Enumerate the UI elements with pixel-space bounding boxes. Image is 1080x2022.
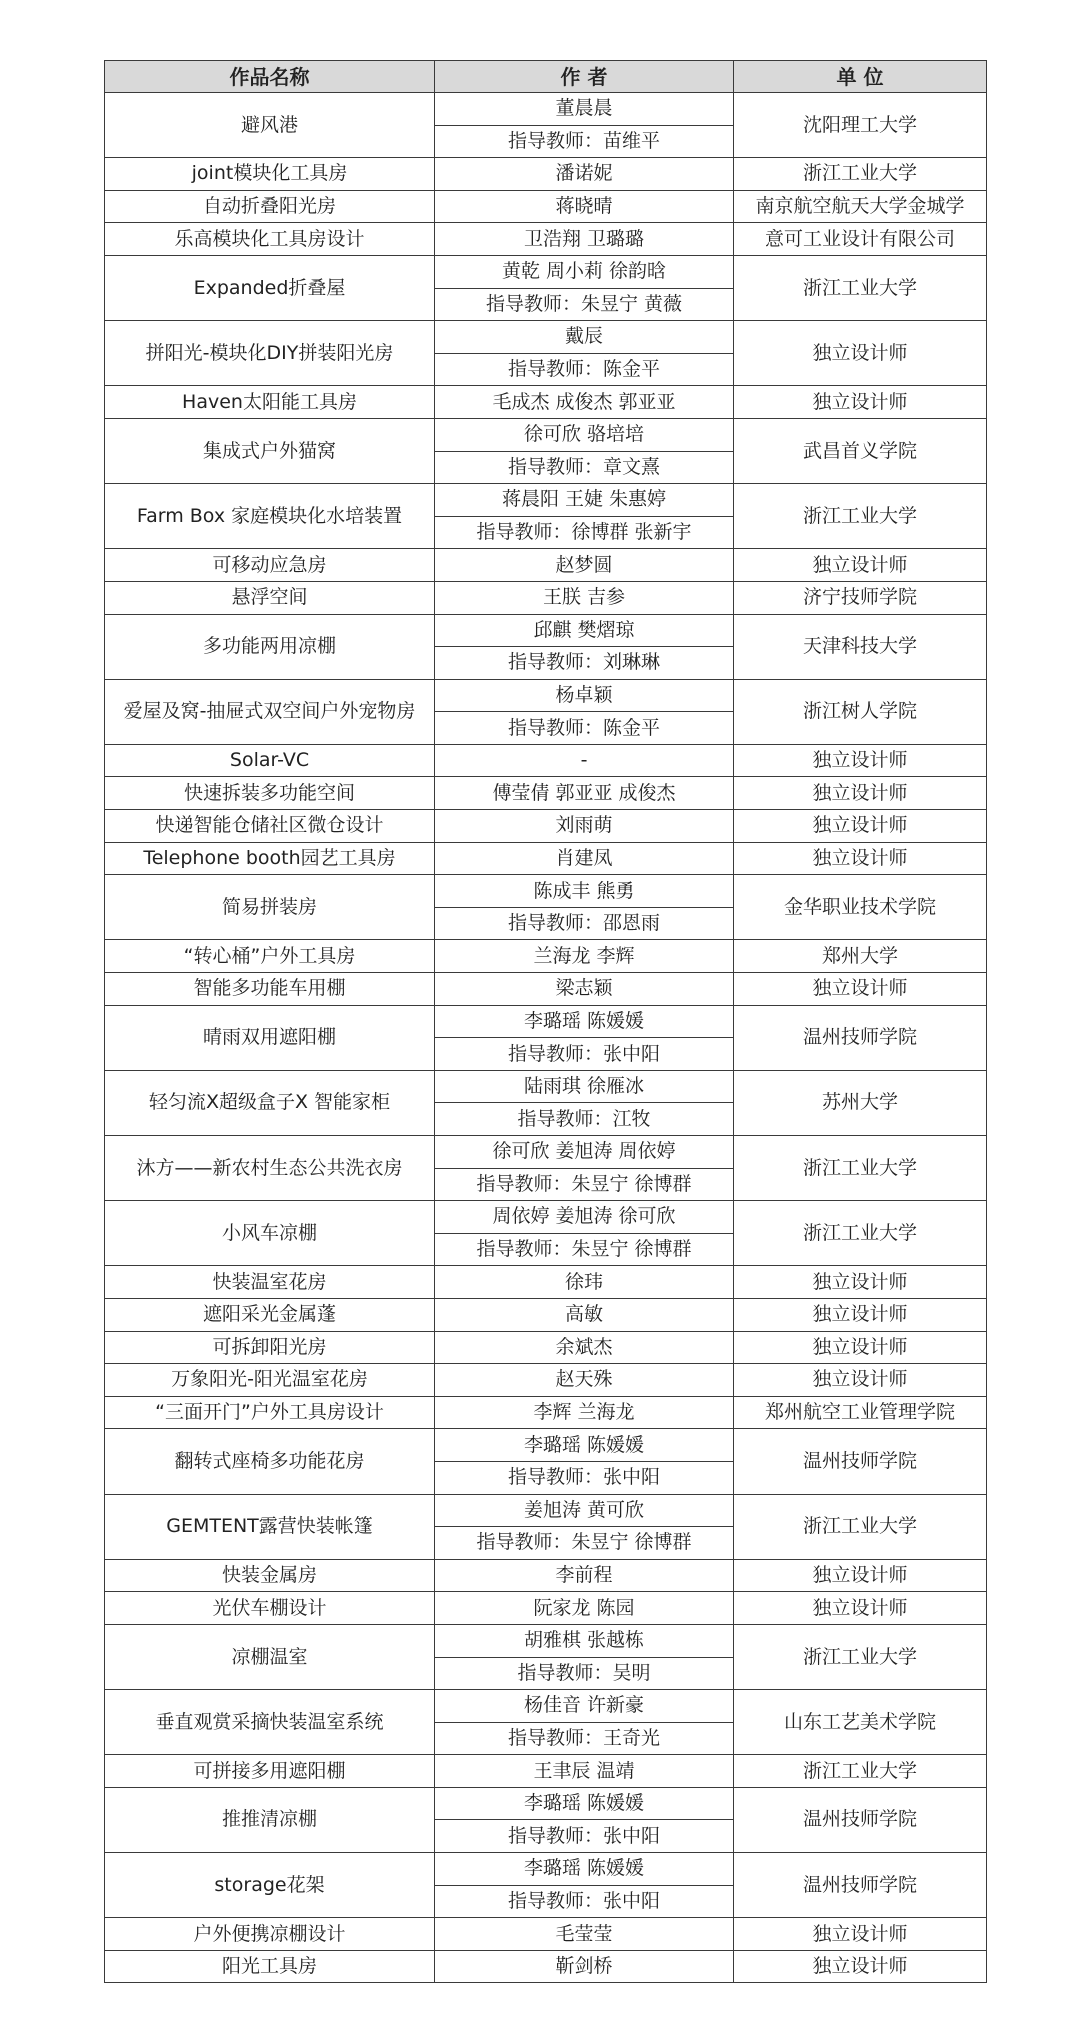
table-row <box>105 93 987 126</box>
advisor-cell: 指导教师：王奇光 <box>435 1722 734 1755</box>
work-name-cell: 拼阳光-模块化DIY拼装阳光房 <box>105 321 435 386</box>
work-name-cell: 简易拼装房 <box>105 875 435 940</box>
unit-cell: 浙江树人学院 <box>734 679 987 744</box>
table-row <box>105 1624 987 1657</box>
unit-cell: 独立设计师 <box>734 549 987 582</box>
work-name-cell: 避风港 <box>105 93 435 158</box>
advisor-cell: 指导教师：朱昱宁 黄薇 <box>435 288 734 321</box>
unit-cell: 独立设计师 <box>734 1592 987 1625</box>
author-cell: 周依婷 姜旭涛 徐可欣 <box>435 1201 734 1234</box>
unit-cell: 山东工艺美术学院 <box>734 1690 987 1755</box>
unit-cell: 独立设计师 <box>734 842 987 875</box>
author-cell: 李璐瑶 陈媛媛 <box>435 1005 734 1038</box>
advisor-cell: 指导教师：苗维平 <box>435 125 734 158</box>
header-unit: 单 位 <box>734 61 987 93</box>
work-name-cell: 快装温室花房 <box>105 1266 435 1299</box>
author-cell: 傅莹倩 郭亚亚 成俊杰 <box>435 777 734 810</box>
table-row <box>105 614 987 647</box>
table-row <box>105 1755 987 1788</box>
table-row <box>105 1201 987 1234</box>
work-name-cell: 翻转式座椅多功能花房 <box>105 1429 435 1494</box>
unit-cell: 浙江工业大学 <box>734 1201 987 1266</box>
unit-cell: 苏州大学 <box>734 1070 987 1135</box>
author-cell: 兰海龙 李辉 <box>435 940 734 973</box>
author-cell: 赵天殊 <box>435 1364 734 1397</box>
author-cell: 卫浩翔 卫璐璐 <box>435 223 734 256</box>
work-name-cell: Telephone booth园艺工具房 <box>105 842 435 875</box>
unit-cell: 独立设计师 <box>734 1331 987 1364</box>
author-cell: 余斌杰 <box>435 1331 734 1364</box>
author-cell: 潘诺妮 <box>435 158 734 191</box>
author-cell: 陈成丰 熊勇 <box>435 875 734 908</box>
unit-cell: 沈阳理工大学 <box>734 93 987 158</box>
advisor-cell: 指导教师：徐博群 张新宇 <box>435 516 734 549</box>
author-cell: 邱麒 樊熠琼 <box>435 614 734 647</box>
advisor-cell: 指导教师：张中阳 <box>435 1820 734 1853</box>
unit-cell: 温州技师学院 <box>734 1853 987 1918</box>
table-row <box>105 1005 987 1038</box>
table-row <box>105 1918 987 1951</box>
unit-cell: 意可工业设计有限公司 <box>734 223 987 256</box>
work-name-cell: 可拆卸阳光房 <box>105 1331 435 1364</box>
table-header <box>105 61 987 93</box>
advisor-cell: 指导教师：朱昱宁 徐博群 <box>435 1233 734 1266</box>
unit-cell: 济宁技师学院 <box>734 581 987 614</box>
advisor-cell: 指导教师：刘琳琳 <box>435 647 734 680</box>
table-row <box>105 190 987 223</box>
author-cell: 黄乾 周小莉 徐韵晗 <box>435 255 734 288</box>
work-name-cell: 自动折叠阳光房 <box>105 190 435 223</box>
table-body <box>105 93 987 1983</box>
work-name-cell: joint模块化工具房 <box>105 158 435 191</box>
advisor-cell: 指导教师：陈金平 <box>435 353 734 386</box>
table-row <box>105 223 987 256</box>
author-cell: 李前程 <box>435 1559 734 1592</box>
table-row <box>105 679 987 712</box>
author-cell: 蒋晨阳 王婕 朱惠婷 <box>435 484 734 517</box>
table-row <box>105 581 987 614</box>
author-cell: 靳剑桥 <box>435 1950 734 1983</box>
unit-cell: 独立设计师 <box>734 973 987 1006</box>
work-name-cell: 可拼接多用遮阳棚 <box>105 1755 435 1788</box>
unit-cell: 温州技师学院 <box>734 1429 987 1494</box>
table-row <box>105 1950 987 1983</box>
author-cell: 李璐瑶 陈媛媛 <box>435 1787 734 1820</box>
unit-cell: 郑州航空工业管理学院 <box>734 1396 987 1429</box>
unit-cell: 独立设计师 <box>734 1918 987 1951</box>
work-name-cell: 光伏车棚设计 <box>105 1592 435 1625</box>
table-row <box>105 1429 987 1462</box>
work-name-cell: 晴雨双用遮阳棚 <box>105 1005 435 1070</box>
author-cell: - <box>435 744 734 777</box>
table-row <box>105 744 987 777</box>
table-row <box>105 386 987 419</box>
unit-cell: 浙江工业大学 <box>734 255 987 320</box>
author-cell: 王聿辰 温靖 <box>435 1755 734 1788</box>
table-row <box>105 1787 987 1820</box>
advisor-cell: 指导教师：朱昱宁 徐博群 <box>435 1168 734 1201</box>
unit-cell: 独立设计师 <box>734 777 987 810</box>
author-cell: 杨佳音 许新豪 <box>435 1690 734 1723</box>
header-work-name: 作品名称 <box>105 61 435 93</box>
work-name-cell: 推推清凉棚 <box>105 1787 435 1852</box>
advisor-cell: 指导教师：吴明 <box>435 1657 734 1690</box>
author-cell: 李璐瑶 陈媛媛 <box>435 1853 734 1886</box>
author-cell: 梁志颖 <box>435 973 734 1006</box>
work-name-cell: 小风车凉棚 <box>105 1201 435 1266</box>
unit-cell: 郑州大学 <box>734 940 987 973</box>
table-row <box>105 777 987 810</box>
table-row <box>105 1690 987 1723</box>
author-cell: 胡雅棋 张越栋 <box>435 1624 734 1657</box>
table-row <box>105 1592 987 1625</box>
author-cell: 李辉 兰海龙 <box>435 1396 734 1429</box>
table-row <box>105 842 987 875</box>
work-name-cell: 轻匀流X超级盒子X 智能家柜 <box>105 1070 435 1135</box>
unit-cell: 独立设计师 <box>734 744 987 777</box>
author-cell: 戴辰 <box>435 321 734 354</box>
unit-cell: 浙江工业大学 <box>734 484 987 549</box>
work-name-cell: “转心桶”户外工具房 <box>105 940 435 973</box>
advisor-cell: 指导教师：章文熹 <box>435 451 734 484</box>
author-cell: 毛成杰 成俊杰 郭亚亚 <box>435 386 734 419</box>
work-name-cell: 乐高模块化工具房设计 <box>105 223 435 256</box>
author-cell: 肖建凤 <box>435 842 734 875</box>
unit-cell: 浙江工业大学 <box>734 1494 987 1559</box>
unit-cell: 独立设计师 <box>734 1559 987 1592</box>
unit-cell: 独立设计师 <box>734 1266 987 1299</box>
table-row <box>105 484 987 517</box>
unit-cell: 独立设计师 <box>734 1298 987 1331</box>
unit-cell: 浙江工业大学 <box>734 158 987 191</box>
table-row <box>105 810 987 843</box>
unit-cell: 独立设计师 <box>734 1364 987 1397</box>
work-name-cell: Haven太阳能工具房 <box>105 386 435 419</box>
table-row <box>105 1136 987 1169</box>
author-cell: 毛莹莹 <box>435 1918 734 1951</box>
author-cell: 赵梦圆 <box>435 549 734 582</box>
work-name-cell: Expanded折叠屋 <box>105 255 435 320</box>
author-cell: 董晨晨 <box>435 93 734 126</box>
work-name-cell: 智能多功能车用棚 <box>105 973 435 1006</box>
unit-cell: 浙江工业大学 <box>734 1624 987 1689</box>
work-name-cell: 爱屋及窝-抽屉式双空间户外宠物房 <box>105 679 435 744</box>
table-row <box>105 1559 987 1592</box>
advisor-cell: 指导教师：张中阳 <box>435 1461 734 1494</box>
work-name-cell: 遮阳采光金属蓬 <box>105 1298 435 1331</box>
work-name-cell: 沐方——新农村生态公共洗衣房 <box>105 1136 435 1201</box>
unit-cell: 独立设计师 <box>734 321 987 386</box>
author-cell: 徐玮 <box>435 1266 734 1299</box>
table-row <box>105 875 987 908</box>
author-cell: 蒋晓晴 <box>435 190 734 223</box>
advisor-cell: 指导教师：陈金平 <box>435 712 734 745</box>
table-row <box>105 321 987 354</box>
unit-cell: 温州技师学院 <box>734 1005 987 1070</box>
unit-cell: 独立设计师 <box>734 810 987 843</box>
table-row <box>105 1331 987 1364</box>
unit-cell: 浙江工业大学 <box>734 1136 987 1201</box>
table-row <box>105 1266 987 1299</box>
unit-cell: 独立设计师 <box>734 1950 987 1983</box>
author-cell: 陆雨琪 徐雁冰 <box>435 1070 734 1103</box>
work-name-cell: 户外便携凉棚设计 <box>105 1918 435 1951</box>
author-cell: 高敏 <box>435 1298 734 1331</box>
work-name-cell: 阳光工具房 <box>105 1950 435 1983</box>
work-name-cell: 万象阳光-阳光温室花房 <box>105 1364 435 1397</box>
table-row <box>105 1853 987 1886</box>
advisor-cell: 指导教师：张中阳 <box>435 1885 734 1918</box>
work-name-cell: 快递智能仓储社区微仓设计 <box>105 810 435 843</box>
author-cell: 王朕 吉参 <box>435 581 734 614</box>
work-name-cell: storage花架 <box>105 1853 435 1918</box>
work-name-cell: 可移动应急房 <box>105 549 435 582</box>
author-cell: 李璐瑶 陈媛媛 <box>435 1429 734 1462</box>
work-name-cell: “三面开门”户外工具房设计 <box>105 1396 435 1429</box>
unit-cell: 温州技师学院 <box>734 1787 987 1852</box>
work-name-cell: 集成式户外猫窝 <box>105 418 435 483</box>
work-name-cell: 快速拆装多功能空间 <box>105 777 435 810</box>
work-name-cell: 多功能两用凉棚 <box>105 614 435 679</box>
table-row <box>105 1364 987 1397</box>
unit-cell: 金华职业技术学院 <box>734 875 987 940</box>
table-row <box>105 418 987 451</box>
work-name-cell: GEMTENT露营快装帐篷 <box>105 1494 435 1559</box>
advisor-cell: 指导教师：邵恩雨 <box>435 907 734 940</box>
work-name-cell: 凉棚温室 <box>105 1624 435 1689</box>
header-author: 作 者 <box>435 61 734 93</box>
author-cell: 刘雨萌 <box>435 810 734 843</box>
unit-cell: 浙江工业大学 <box>734 1755 987 1788</box>
advisor-cell: 指导教师：朱昱宁 徐博群 <box>435 1527 734 1560</box>
table-row <box>105 973 987 1006</box>
author-cell: 徐可欣 骆培培 <box>435 418 734 451</box>
table-row <box>105 1396 987 1429</box>
work-name-cell: 悬浮空间 <box>105 581 435 614</box>
table-row <box>105 1298 987 1331</box>
advisor-cell: 指导教师：张中阳 <box>435 1038 734 1071</box>
author-cell: 阮家龙 陈园 <box>435 1592 734 1625</box>
table-row <box>105 940 987 973</box>
unit-cell: 独立设计师 <box>734 386 987 419</box>
author-cell: 徐可欣 姜旭涛 周依婷 <box>435 1136 734 1169</box>
award-table <box>104 60 987 1983</box>
advisor-cell: 指导教师：江牧 <box>435 1103 734 1136</box>
table-row <box>105 1070 987 1103</box>
table-row <box>105 255 987 288</box>
work-name-cell: 快装金属房 <box>105 1559 435 1592</box>
unit-cell: 武昌首义学院 <box>734 418 987 483</box>
table-row <box>105 549 987 582</box>
unit-cell: 天津科技大学 <box>734 614 987 679</box>
unit-cell: 南京航空航天大学金城学 <box>734 190 987 223</box>
work-name-cell: Farm Box 家庭模块化水培装置 <box>105 484 435 549</box>
table-row <box>105 158 987 191</box>
author-cell: 杨卓颖 <box>435 679 734 712</box>
table-row <box>105 1494 987 1527</box>
work-name-cell: 垂直观赏采摘快装温室系统 <box>105 1690 435 1755</box>
author-cell: 姜旭涛 黄可欣 <box>435 1494 734 1527</box>
work-name-cell: Solar-VC <box>105 744 435 777</box>
